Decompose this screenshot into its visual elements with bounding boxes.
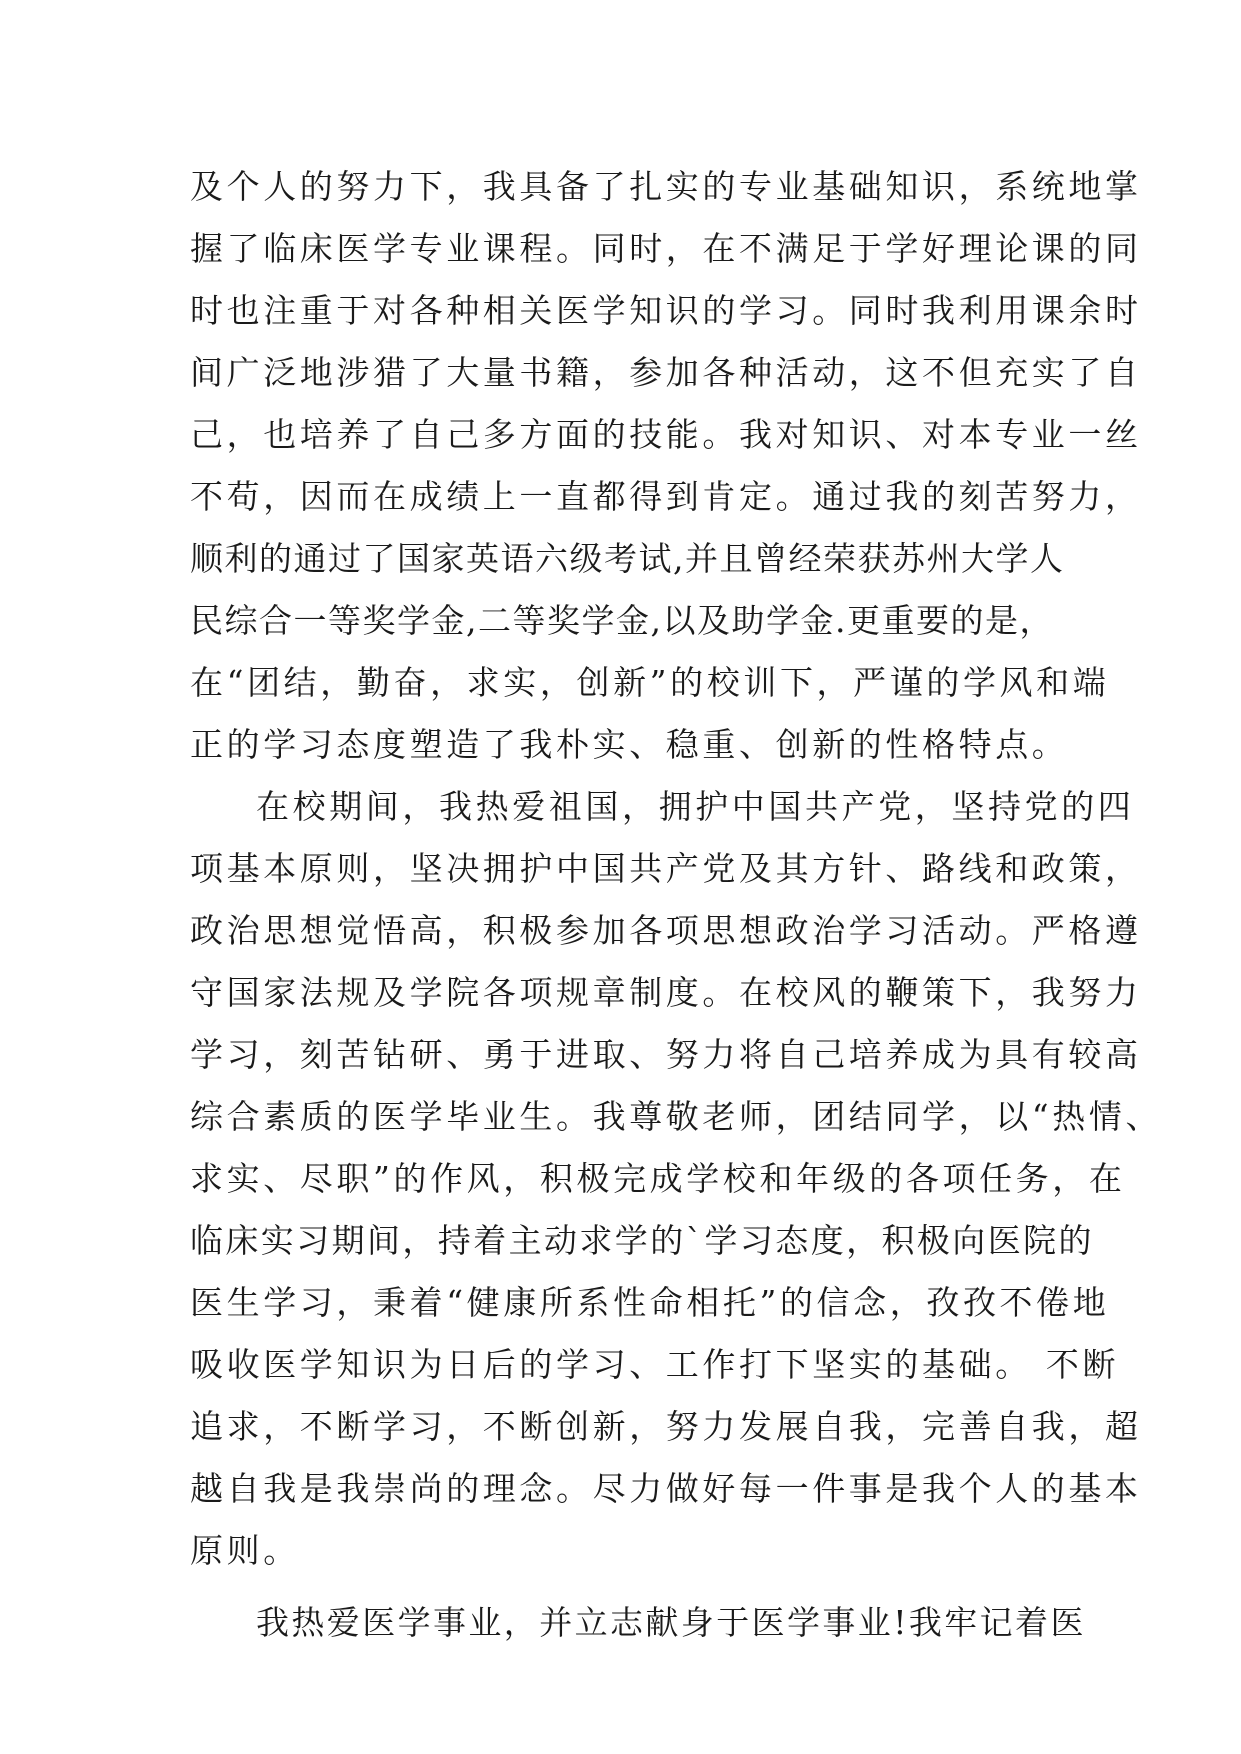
paragraph-1-line-8: 民综合一等奖学金,二等奖学金,以及助学金.更重要的是， [190,601,1054,640]
paragraph-1-line-7: 顺利的通过了国家英语六级考试,并且曾经荣获苏州大学人 [190,539,1065,578]
paragraph-1-line-1: 及个人的努力下，我具备了扎实的专业基础知识，系统地掌 [190,167,1142,206]
paragraph-1-line-4: 间广泛地涉猎了大量书籍，参加各种活动，这不但充实了自 [190,353,1142,392]
paragraph-2-line-10: 吸收医学知识为日后的学习、工作打下坚实的基础。 不断 [190,1345,1120,1384]
paragraph-1-line-10: 正的学习态度塑造了我朴实、稳重、创新的性格特点。 [190,725,1069,764]
paragraph-1-line-3: 时也注重于对各种相关医学知识的学习。同时我利用课余时 [190,291,1142,330]
paragraph-2-line-7: 求实、尽职”的作风，积极完成学校和年级的各项任务，在 [190,1159,1126,1198]
paragraph-2-line-6: 综合素质的医学毕业生。我尊敬老师，团结同学，以“热情、 [190,1097,1163,1136]
paragraph-2-line-8: 临床实习期间，持着主动求学的`学习态度，积极向医院的 [190,1221,1094,1260]
body-text [190,156,1163,1654]
paragraph-2-line-1: 在校期间，我热爱祖国，拥护中国共产党，坚持党的四 [256,787,1135,826]
paragraph-2-line-5: 学习，刻苦钻研、勇于进取、努力将自己培养成为具有较高 [190,1035,1142,1074]
paragraph-1-line-5: 己，也培养了自己多方面的技能。我对知识、对本专业一丝 [190,415,1142,454]
paragraph-2-line-11: 追求，不断学习，不断创新，努力发展自我，完善自我，超 [190,1407,1142,1446]
paragraph-1-line-6: 不苟，因而在成绩上一直都得到肯定。通过我的刻苦努力， [190,477,1142,516]
paragraph-1-line-9: 在“团结，勤奋，求实，创新”的校训下，严谨的学风和端 [190,663,1110,702]
paragraph-2-line-4: 守国家法规及学院各项规章制度。在校风的鞭策下，我努力 [190,973,1142,1012]
paragraph-spacer [190,1582,1060,1592]
paragraph-1-line-2: 握了临床医学专业课程。同时，在不满足于学好理论课的同 [190,229,1142,268]
paragraph-2-line-2: 项基本原则，坚决拥护中国共产党及其方针、路线和政策， [190,849,1142,888]
paragraph-2-line-13: 原则。 [190,1531,300,1570]
paragraph-2-line-9: 医生学习，秉着“健康所系性命相托”的信念，孜孜不倦地 [190,1283,1110,1322]
paragraph-2-line-12: 越自我是我崇尚的理念。尽力做好每一件事是我个人的基本 [190,1469,1142,1508]
paragraph-2-line-3: 政治思想觉悟高，积极参加各项思想政治学习活动。严格遵 [190,911,1142,950]
paragraph-3-line-1: 我热爱医学事业，并立志献身于医学事业!我牢记着医 [256,1603,1086,1642]
